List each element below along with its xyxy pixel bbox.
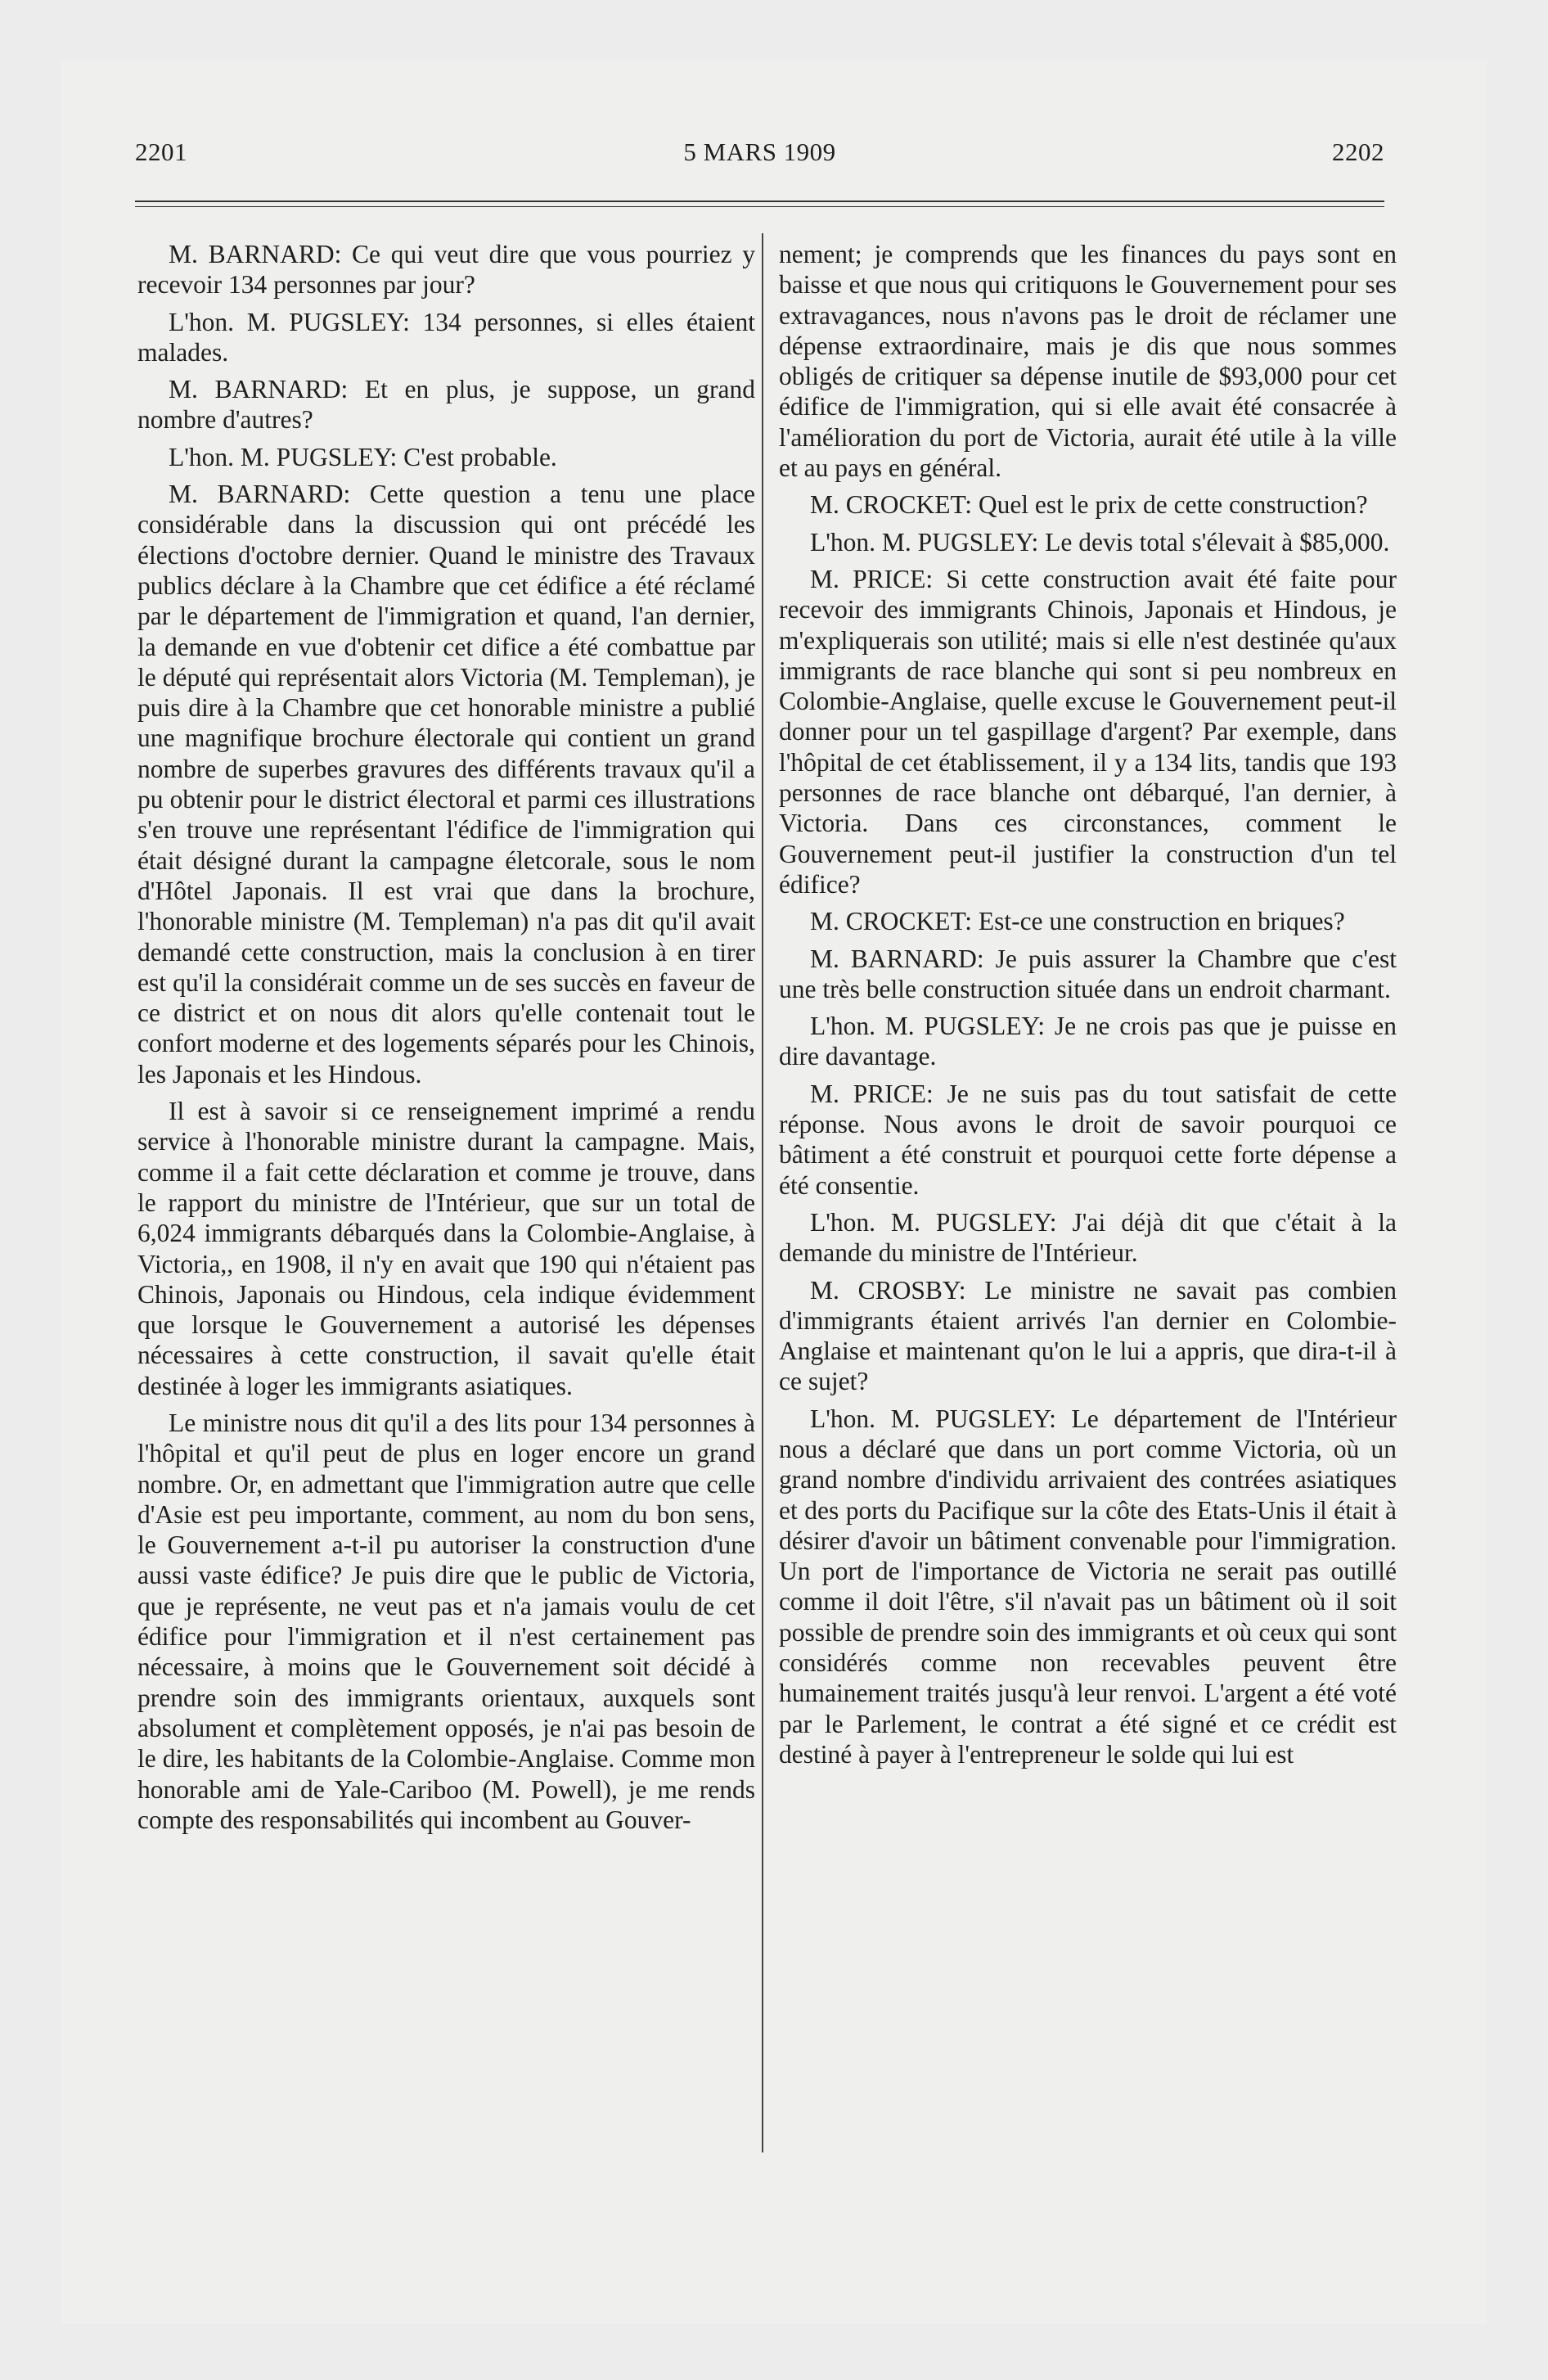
paragraph: M. CROCKET: Quel est le prix de cette construction? bbox=[810, 490, 1368, 520]
page-number-right: 2202 bbox=[1332, 137, 1384, 166]
paragraph: M. BARNARD: Ce qui veut dire que vous pourriez y recevoir 134 personnes par jour? bbox=[137, 240, 755, 300]
paragraph: L'hon. M. PUGSLEY: Le devis total s'élevait à $85,000. bbox=[810, 527, 1390, 557]
page-number-left: 2201 bbox=[135, 137, 187, 166]
paragraph: L'hon. M. PUGSLEY: J'ai déjà dit que c'était à la demande du ministre de l'Intérieur. bbox=[779, 1207, 1397, 1268]
paragraph: M. BARNARD: Et en plus, je suppose, un grand nombre d'autres? bbox=[137, 375, 755, 435]
paragraph: L'hon. M. PUGSLEY: Je ne crois pas que je puisse en dire davantage. bbox=[779, 1012, 1397, 1071]
page-header bbox=[135, 137, 1384, 170]
left-column bbox=[137, 239, 755, 1841]
paragraph: Il est à savoir si ce renseignement imprimé a rendu service à l'honorable ministre durant la campagne. Mais, comme il a fait cette déclaration et comme je trouve, dans le rapport du ministre de l'Intérieur, que sur un total de 6,024 immigrants débarqués dans la Colombie-Anglaise, à Victoria,, en 1908, il n'y en avait que 190 qui n'étaient pas Chinois, Japonais ou Hindous, cela indique évidemment que lorsque le Gouvernement a autorisé les dépenses nécessaires à cette construction, il savait qu'elle était destinée à loger les immigrants asiatiques. bbox=[137, 1097, 755, 1400]
paragraph: M. PRICE: Si cette construction avait été faite pour recevoir des immigrants Chinois, Japonais et Hindous, je m'expliquerais son utilité; mais si elle n'est destinée qu'aux immigrants de race blanche qui sont si peu nombreux en Colombie-Anglaise, quelle excuse le Gouvernement peut-il donner pour un tel gaspillage d'argent? Par exemple, dans l'hôpital de cet établissement, il y a 134 lits, tandis que 193 personnes de race blanche ont débarqué, l'an dernier, à Victoria. Dans ces circonstances, comment le Gouvernement peut-il justifier la construction d'un tel édifice? bbox=[779, 564, 1397, 899]
paragraph: nement; je comprends que les finances du pays sont en baisse et que nous qui critiquons le Gouvernement pour ses extravagances, nous n'avons pas le droit de réclamer une dépense extraordinaire, mais je dis que nous sommes obligés de critiquer sa dépense inutile de $93,000 pour cet édifice de l'immigration, qui si elle avait été consacrée à l'amélioration du port de Victoria, aurait été utile à la ville et au pays en général. bbox=[779, 240, 1397, 483]
paragraph: L'hon. M. PUGSLEY: Le département de l'Intérieur nous a déclaré que dans un port comme Victoria, où un grand nombre d'individu arrivaient des contrées asiatiques et des ports du Pacifique sur la côte des Etats-Unis il était à désirer d'avoir un bâtiment convenable pour l'immigration. Un port de l'importance de Victoria ne serait pas outillé comme il doit l'être, s'il n'avait pas un bâtiment où il soit possible de prendre soin des immigrants et où ceux qui sont considérés comme non recevables peuvent être humainement traités jusqu'à leur renvoi. L'argent a été voté par le Parlement, le contrat a été signé et ce crédit est destiné à payer à l'entrepreneur le solde qui lui est bbox=[779, 1404, 1397, 1769]
paragraph: L'hon. M. PUGSLEY: C'est probable. bbox=[169, 442, 557, 471]
page-date: 5 MARS 1909 bbox=[683, 137, 836, 166]
right-column bbox=[779, 239, 1397, 1776]
paragraph: M. CROSBY: Le ministre ne savait pas combien d'immigrants étaient arrivés l'an dernier en Colombie-Anglaise et maintenant qu'on le lui a appris, que dira-t-il à ce sujet? bbox=[779, 1275, 1397, 1396]
paragraph: M. BARNARD: Je puis assurer la Chambre que c'est une très belle construction située dans un endroit charmant. bbox=[779, 944, 1397, 1003]
paragraph: Le ministre nous dit qu'il a des lits pour 134 personnes à l'hôpital et qu'il peut de plus en loger encore un grand nombre. Or, en admettant que l'immigration autre que celle d'Asie est peu importante, comment, au nom du bon sens, le Gouvernement a-t-il pu autoriser la construction d'une aussi vaste édifice? Je puis dire que le public de Victoria, que je représente, ne veut pas et n'a jamais voulu de cet édifice pour l'immigration et il n'est certainement pas nécessaire, à moins que le Gouvernement soit décidé à prendre soin des immigrants orientaux, auxquels sont absolument et complètement opposés, je n'ai pas besoin de le dire, les habitants de la Colombie-Anglaise. Comme mon honorable ami de Yale-Cariboo (M. Powell), je me rends compte des responsabilités qui incombent au Gouver- bbox=[137, 1408, 755, 1834]
column-divider bbox=[762, 233, 763, 2152]
paragraph: M. CROCKET: Est-ce une construction en briques? bbox=[810, 907, 1345, 936]
paragraph: M. BARNARD: Cette question a tenu une place considérable dans la discussion qui ont précédé les élections d'octobre dernier. Quand le ministre des Travaux publics déclare à la Chambre que cet édifice a été réclamé par le département de l'immigration et quand, l'an dernier, la demande en vue d'obtenir cet difice a été combattue par le député qui représentait alors Victoria (M. Templeman), je puis dire à la Chambre que cet honorable ministre a publié une magnifique brochure électorale qui contient un grand nombre de superbes gravures des différents travaux qu'il a pu obtenir pour le district électoral et parmi ces illustrations s'en trouve une représentant l'édifice de l'immigration qui était désigné durant la campagne életcorale, sous le nom d'Hôtel Japonais. Il est vrai que dans la brochure, l'honorable ministre (M. Templeman) n'a pas dit qu'il avait demandé cette construction, mais la conclusion à en tirer est qu'il la considérait comme un de ses succès en faveur de ce district et on nous dit alors qu'elle contenait tout le confort moderne et des logements séparés pour les Chinois, les Japonais et les Hindous. bbox=[137, 480, 755, 1089]
paragraph: M. PRICE: Je ne suis pas du tout satisfait de cette réponse. Nous avons le droit de savoir pourquoi ce bâtiment a été construit et pourquoi cette forte dépense a été consentie. bbox=[779, 1079, 1397, 1200]
paragraph: L'hon. M. PUGSLEY: 134 personnes, si elles étaient malades. bbox=[137, 307, 755, 367]
header-rule bbox=[135, 201, 1384, 207]
